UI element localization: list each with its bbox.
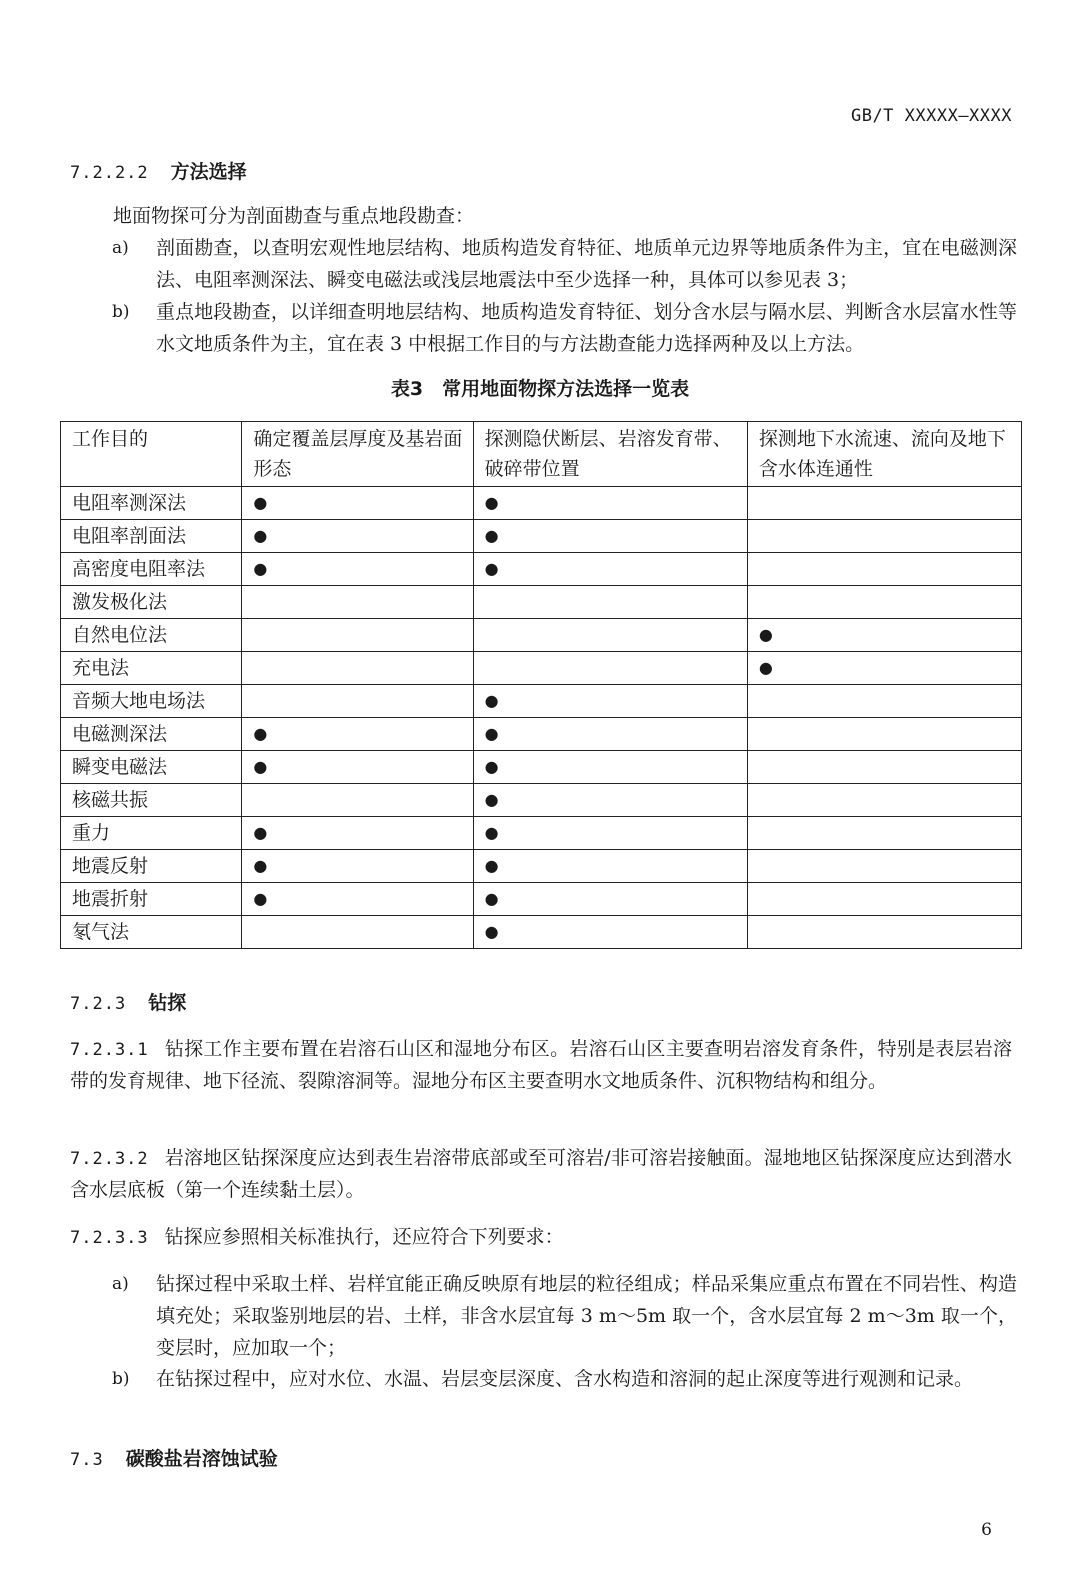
method-cell: 地震折射 [61, 883, 242, 916]
mark-cell [747, 784, 1021, 817]
mark-cell [473, 586, 747, 619]
clause-text: 钻探工作主要布置在岩溶石山区和湿地分布区。岩溶石山区主要查明岩溶发育条件，特别是表层岩溶带的发育规律、地下径流、裂隙溶洞等。湿地分布区主要查明水文地质条件、沉积物结构和组分。 [70, 1038, 1012, 1092]
mark-cell [242, 652, 473, 685]
mark-cell: ● [473, 718, 747, 751]
section-title: 方法选择 [170, 161, 247, 183]
mark-cell: ● [473, 751, 747, 784]
mark-cell: ● [473, 817, 747, 850]
mark-cell: ● [242, 817, 473, 850]
mark-cell [242, 586, 473, 619]
list-marker: b) [112, 1369, 130, 1389]
mark-cell: ● [242, 520, 473, 553]
clause-number: 7.2.3.1 [70, 1040, 149, 1060]
mark-cell: ● [242, 883, 473, 916]
list-item [112, 296, 1017, 360]
mark-cell: ● [242, 751, 473, 784]
mark-cell [747, 883, 1021, 916]
table-header-row [61, 422, 1022, 487]
mark-cell: ● [242, 487, 473, 520]
table-row [61, 883, 1022, 916]
method-cell: 电阻率剖面法 [61, 520, 242, 553]
table-row [61, 685, 1022, 718]
clause-text: 岩溶地区钻探深度应达到表生岩溶带底部或至可溶岩/非可溶岩接触面。湿地地区钻探深度应达到潜水含水层底板（第一个连续黏土层）。 [70, 1147, 1012, 1201]
mark-cell [473, 652, 747, 685]
section-number: 7.3 [70, 1450, 104, 1470]
header-cell: 探测地下水流速、流向及地下含水体连通性 [747, 422, 1021, 487]
method-cell: 激发极化法 [61, 586, 242, 619]
mark-cell: ● [473, 685, 747, 718]
table-row [61, 652, 1022, 685]
section-number: 7.2.3 [70, 994, 127, 1014]
mark-cell: ● [747, 619, 1021, 652]
mark-cell [473, 619, 747, 652]
list-text: 剖面勘查，以查明宏观性地层结构、地质构造发育特征、地质单元边界等地质条件为主，宜在电磁测深法、电阻率测深法、瞬变电磁法或浅层地震法中至少选择一种，具体可以参见表 3； [156, 237, 1017, 291]
mark-cell [747, 586, 1021, 619]
mark-cell: ● [242, 718, 473, 751]
mark-cell [747, 487, 1021, 520]
table-row [61, 916, 1022, 949]
section-heading-7222 [70, 157, 247, 184]
mark-cell [747, 850, 1021, 883]
mark-cell [747, 916, 1021, 949]
header-cell: 工作目的 [61, 422, 242, 487]
list-item [112, 1268, 1017, 1364]
clause-7231 [70, 1034, 1012, 1097]
mark-cell [747, 817, 1021, 850]
page-number: 6 [981, 1520, 992, 1540]
mark-cell: ● [473, 520, 747, 553]
mark-cell: ● [473, 784, 747, 817]
methods-table [60, 421, 1022, 949]
table-row [61, 817, 1022, 850]
mark-cell [242, 619, 473, 652]
mark-cell [242, 916, 473, 949]
mark-cell [242, 784, 473, 817]
list-item [112, 1363, 1017, 1395]
clause-number: 7.2.3.2 [70, 1149, 149, 1169]
method-cell: 瞬变电磁法 [61, 751, 242, 784]
mark-cell [242, 685, 473, 718]
table-row [61, 520, 1022, 553]
table-row [61, 850, 1022, 883]
method-cell: 核磁共振 [61, 784, 242, 817]
section-title: 钻探 [148, 992, 187, 1014]
method-cell: 音频大地电场法 [61, 685, 242, 718]
mark-cell: ● [473, 553, 747, 586]
mark-cell [747, 751, 1021, 784]
list-marker: a) [112, 238, 129, 258]
method-cell: 充电法 [61, 652, 242, 685]
header-cell: 确定覆盖层厚度及基岩面形态 [242, 422, 473, 487]
method-cell: 自然电位法 [61, 619, 242, 652]
list-text: 钻探过程中采取土样、岩样宜能正确反映原有地层的粒径组成；样品采集应重点布置在不同岩性、构造填充处；采取鉴别地层的岩、土样，非含水层宜每 3 m～5m 取一个，含水层宜每 2 m～3m 取一个，变层时，应加取一个； [156, 1273, 1017, 1359]
table-row [61, 553, 1022, 586]
mark-cell [747, 718, 1021, 751]
method-cell: 地震反射 [61, 850, 242, 883]
clause-7232 [70, 1143, 1012, 1206]
table-row [61, 784, 1022, 817]
table-row [61, 619, 1022, 652]
list-marker: a) [112, 1274, 129, 1294]
mark-cell: ● [473, 916, 747, 949]
section-number: 7.2.2.2 [70, 163, 149, 183]
method-cell: 重力 [61, 817, 242, 850]
mark-cell [747, 553, 1021, 586]
mark-cell: ● [473, 883, 747, 916]
mark-cell: ● [473, 487, 747, 520]
table-row [61, 718, 1022, 751]
mark-cell: ● [242, 850, 473, 883]
intro-paragraph: 地面物探可分为剖面勘查与重点地段勘查： [113, 205, 475, 227]
list-item [112, 232, 1017, 296]
list-marker: b) [112, 302, 130, 322]
document-code: GB/T XXXXX—XXXX [850, 106, 1012, 126]
table-row [61, 586, 1022, 619]
clause-7233 [70, 1222, 1012, 1254]
mark-cell [747, 520, 1021, 553]
clause-number: 7.2.3.3 [70, 1228, 149, 1248]
method-cell: 氡气法 [61, 916, 242, 949]
mark-cell [747, 685, 1021, 718]
method-cell: 高密度电阻率法 [61, 553, 242, 586]
section-heading-73 [70, 1444, 278, 1471]
clause-text: 钻探应参照相关标准执行，还应符合下列要求： [164, 1226, 564, 1248]
list-text: 在钻探过程中，应对水位、水温、岩层变层深度、含水构造和溶洞的起止深度等进行观测和记录。 [156, 1368, 974, 1390]
header-cell: 探测隐伏断层、岩溶发育带、破碎带位置 [473, 422, 747, 487]
section-title: 碳酸盐岩溶蚀试验 [125, 1448, 278, 1470]
table-caption: 表3 常用地面物探方法选择一览表 [390, 378, 690, 400]
section-heading-723 [70, 988, 186, 1015]
table-row [61, 487, 1022, 520]
table-row [61, 751, 1022, 784]
mark-cell: ● [747, 652, 1021, 685]
list-text: 重点地段勘查，以详细查明地层结构、地质构造发育特征、划分含水层与隔水层、判断含水层富水性等水文地质条件为主，宜在表 3 中根据工作目的与方法勘查能力选择两种及以上方法。 [156, 301, 1017, 355]
method-cell: 电阻率测深法 [61, 487, 242, 520]
mark-cell: ● [473, 850, 747, 883]
method-cell: 电磁测深法 [61, 718, 242, 751]
mark-cell: ● [242, 553, 473, 586]
